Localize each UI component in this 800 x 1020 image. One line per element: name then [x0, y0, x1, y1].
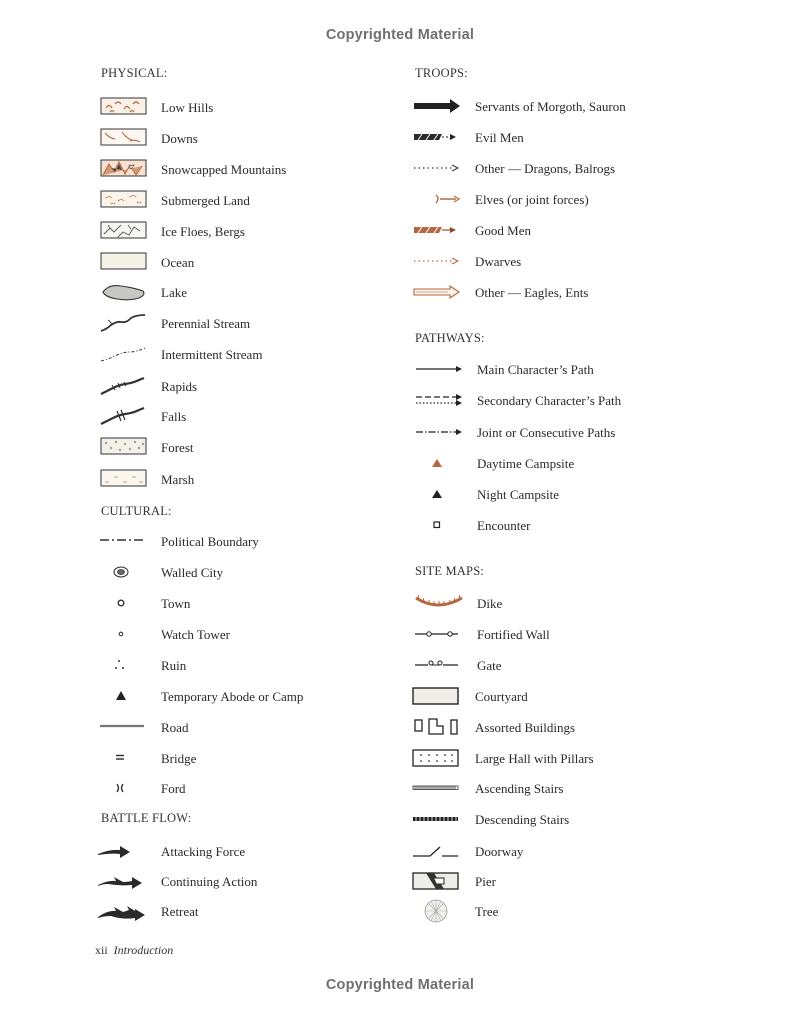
tree-icon	[412, 898, 464, 924]
legend-label: Lake	[161, 285, 187, 300]
legend-label: Secondary Character’s Path	[477, 393, 622, 408]
legend-item-marsh	[100, 468, 340, 492]
legend-label: Walled City	[161, 565, 224, 580]
legend-item-fortified-wall	[414, 623, 674, 647]
downs-icon	[100, 127, 148, 149]
ford-icon	[100, 777, 148, 799]
page-footer	[95, 943, 173, 958]
eagles-outline-arrow-icon	[412, 281, 464, 303]
legend-item-courtyard	[412, 685, 672, 709]
legend-item-ice-floes	[100, 220, 340, 244]
descending-stairs-icon	[412, 808, 464, 830]
legend-label: Joint or Consecutive Paths	[477, 425, 616, 440]
legend-item-intermittent-stream	[100, 343, 340, 367]
night-campsite-icon	[414, 483, 466, 505]
daytime-campsite-icon	[414, 452, 466, 474]
legend-label: Town	[161, 596, 191, 611]
fortified-wall-icon	[414, 623, 466, 645]
evil-men-arrow-icon	[412, 126, 464, 148]
legend-item-downs	[100, 127, 340, 151]
legend-item-low-hills	[100, 96, 340, 120]
legend-item-dike	[414, 592, 674, 616]
gate-icon	[414, 654, 466, 676]
dragons-dotted-arrow-icon	[412, 157, 464, 179]
legend-item-tree	[412, 898, 672, 922]
legend-item-dwarves	[412, 250, 672, 274]
legend-label: Marsh	[161, 472, 195, 487]
legend-item-walled-city	[100, 561, 340, 585]
legend-label: Low Hills	[161, 100, 214, 115]
watch-tower-icon	[100, 623, 148, 645]
legend-label: Dike	[477, 596, 503, 611]
servants-arrow-icon	[412, 95, 464, 117]
legend-item-road	[100, 716, 340, 740]
legend-label: Pier	[475, 874, 496, 889]
site-maps-heading: SITE MAPS:	[415, 564, 485, 578]
legend-label: Servants of Morgoth, Sauron	[475, 99, 626, 114]
rapids-icon	[100, 375, 148, 397]
legend-item-elves	[412, 188, 672, 212]
legend-item-servants-of-morgoth	[412, 95, 672, 119]
ocean-icon	[100, 251, 148, 273]
courtyard-icon	[412, 685, 464, 707]
legend-item-large-hall	[412, 747, 672, 771]
forest-icon	[100, 436, 148, 458]
ascending-stairs-icon	[412, 777, 464, 799]
legend-item-eagles-ents	[412, 281, 672, 305]
political-boundary-icon	[100, 530, 148, 552]
cultural-heading: CULTURAL:	[101, 504, 172, 518]
troops-heading: TROOPS:	[415, 66, 468, 80]
legend-item-pier	[412, 870, 672, 894]
legend-label: Tree	[475, 904, 499, 919]
road-icon	[100, 716, 148, 738]
legend-item-lake	[100, 281, 340, 305]
legend-item-retreat	[96, 900, 336, 924]
legend-label: Snowcapped Mountains	[161, 162, 287, 177]
bridge-icon	[100, 747, 148, 769]
retreat-arrow-icon	[96, 900, 148, 924]
legend-label: Gate	[477, 658, 502, 673]
walled-city-icon	[100, 561, 148, 583]
town-icon	[100, 592, 148, 614]
legend-label: Fortified Wall	[477, 627, 550, 642]
legend-item-rapids	[100, 375, 340, 399]
legend-item-submerged-land	[100, 189, 340, 213]
legend-item-encounter	[414, 514, 674, 538]
legend-item-snowcapped-mountains	[100, 158, 340, 182]
legend-label: Main Character’s Path	[477, 362, 594, 377]
physical-heading: PHYSICAL:	[101, 66, 168, 80]
marsh-icon	[100, 468, 148, 490]
legend-label: Elves (or joint forces)	[475, 192, 589, 207]
legend-label: Evil Men	[475, 130, 524, 145]
legend-item-temporary-abode	[100, 685, 360, 709]
legend-label: Forest	[161, 440, 194, 455]
legend-label: Intermittent Stream	[161, 347, 263, 362]
legend-label: Doorway	[475, 844, 524, 859]
legend-item-assorted-buildings	[412, 716, 672, 740]
legend-label: Ruin	[161, 658, 187, 673]
large-hall-icon	[412, 747, 464, 769]
legend-item-night-campsite	[414, 483, 674, 507]
section-title: Introduction	[113, 943, 174, 957]
legend-item-joint-paths	[414, 421, 674, 445]
falls-icon	[100, 405, 148, 427]
legend-label: Temporary Abode or Camp	[161, 689, 304, 704]
legend-item-watch-tower	[100, 623, 340, 647]
legend-label: Assorted Buildings	[475, 720, 576, 735]
copyright-watermark-bottom: Copyrighted Material	[325, 977, 475, 993]
legend-item-secondary-path	[414, 389, 674, 413]
legend-item-descending-stairs	[412, 808, 672, 832]
legend-label: Retreat	[161, 904, 199, 919]
legend-item-main-path	[414, 358, 674, 382]
legend-label: Ice Floes, Bergs	[161, 224, 245, 239]
legend-item-gate	[414, 654, 674, 678]
legend-label: Large Hall with Pillars	[475, 751, 594, 766]
legend-item-falls	[100, 405, 340, 429]
camp-triangle-icon	[100, 685, 148, 707]
page-number: xii	[95, 943, 108, 957]
legend-label: Other — Dragons, Balrogs	[475, 161, 616, 176]
legend-item-ascending-stairs	[412, 777, 672, 801]
legend-label: Good Men	[475, 223, 531, 238]
legend-item-dragons-balrogs	[412, 157, 672, 181]
copyright-watermark-top: Copyrighted Material	[325, 27, 475, 43]
dike-icon	[414, 592, 466, 614]
encounter-square-icon	[414, 514, 466, 536]
legend-label: Bridge	[161, 751, 197, 766]
legend-label: Ford	[161, 781, 186, 796]
legend-label: Other — Eagles, Ents	[475, 285, 589, 300]
legend-item-ruin	[100, 654, 340, 678]
perennial-stream-icon	[100, 312, 148, 334]
legend-label: Submerged Land	[161, 193, 250, 208]
intermittent-stream-icon	[100, 343, 148, 365]
ruin-icon	[100, 654, 148, 676]
legend-label: Descending Stairs	[475, 812, 570, 827]
legend-label: Political Boundary	[161, 534, 259, 549]
legend-item-ocean	[100, 251, 340, 275]
main-path-arrow-icon	[414, 358, 466, 380]
legend-item-continuing-action	[96, 870, 336, 894]
legend-label: Daytime Campsite	[477, 456, 575, 471]
legend-item-good-men	[412, 219, 672, 243]
legend-item-political-boundary	[100, 530, 340, 554]
legend-item-evil-men	[412, 126, 672, 150]
legend-label: Road	[161, 720, 189, 735]
legend-label: Rapids	[161, 379, 198, 394]
legend-label: Night Campsite	[477, 487, 559, 502]
legend-item-town	[100, 592, 340, 616]
legend-label: Ocean	[161, 255, 195, 270]
assorted-buildings-icon	[412, 716, 464, 738]
legend-item-daytime-campsite	[414, 452, 674, 476]
legend-item-perennial-stream	[100, 312, 340, 336]
legend-label: Downs	[161, 131, 198, 146]
doorway-icon	[412, 840, 464, 862]
pathways-heading: PATHWAYS:	[415, 331, 485, 345]
ice-floes-icon	[100, 220, 148, 242]
attacking-force-arrow-icon	[96, 840, 148, 862]
legend-item-attacking-force	[96, 840, 336, 864]
continuing-action-arrow-icon	[96, 870, 148, 892]
legend-item-ford	[100, 777, 340, 801]
good-men-arrow-icon	[412, 219, 464, 241]
legend-label: Falls	[161, 409, 187, 424]
legend-label: Continuing Action	[161, 874, 258, 889]
legend-item-forest	[100, 436, 340, 460]
dwarves-dotted-arrow-icon	[412, 250, 464, 272]
lake-icon	[100, 281, 148, 303]
legend-label: Dwarves	[475, 254, 522, 269]
pier-icon	[412, 870, 464, 892]
legend-label: Courtyard	[475, 689, 528, 704]
legend-label: Encounter	[477, 518, 531, 533]
legend-label: Ascending Stairs	[475, 781, 564, 796]
legend-item-bridge	[100, 747, 340, 771]
joint-path-arrow-icon	[414, 421, 466, 443]
legend-label: Perennial Stream	[161, 316, 251, 331]
legend-item-doorway	[412, 840, 672, 864]
legend-label: Watch Tower	[161, 627, 230, 642]
submerged-land-icon	[100, 189, 148, 211]
elves-arrow-icon	[412, 188, 464, 210]
legend-label: Attacking Force	[161, 844, 246, 859]
secondary-path-arrow-icon	[414, 389, 466, 411]
low-hills-icon	[100, 96, 148, 118]
snowcapped-mountains-icon	[100, 158, 148, 180]
battle-flow-heading: BATTLE FLOW:	[101, 811, 192, 825]
